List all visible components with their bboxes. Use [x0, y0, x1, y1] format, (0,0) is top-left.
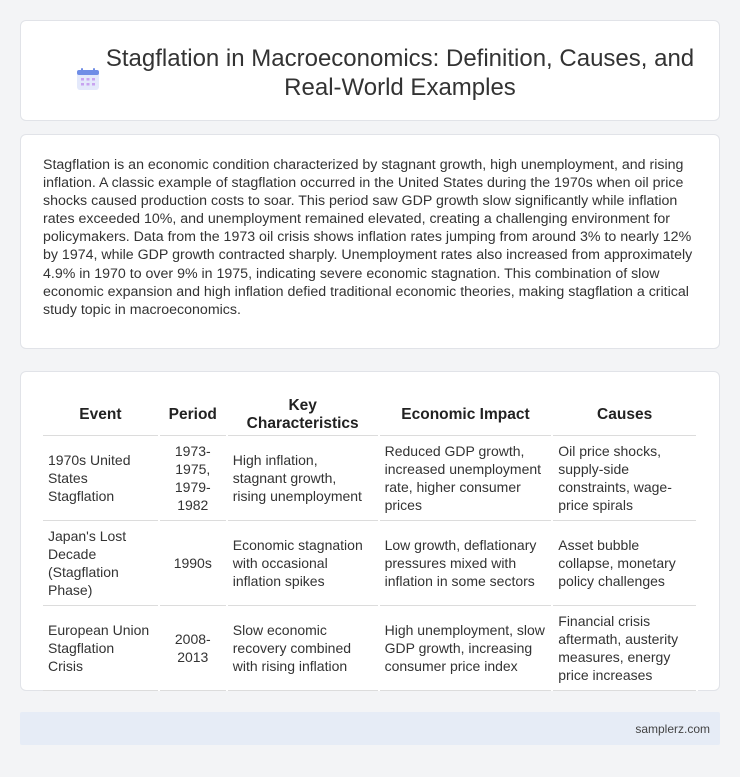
footer-bar: [20, 712, 720, 745]
cell-causes: Financial crisis aftermath, austerity measures, energy price increases: [552, 606, 697, 691]
header-period: Period: [159, 394, 227, 436]
cell-economic-impact: Reduced GDP growth, increased unemployment rate, higher consumer prices: [379, 436, 553, 521]
intro-paragraph: Stagflation is an economic condition characterized by stagnant growth, high unemployment, and rising inflation. A classic example of stagflation occurred in the United States during the 1970s when oil price shocks caused production costs to soar. This period saw GDP growth slow significantly while inflation rates exceeded 10%, and unemployment remained elevated, creating a challenging environment for policymakers. Data from the 1973 oil crisis shows inflation rates jumping from around 3% to nearly 12% by 1974, while GDP growth contracted sharply. Unemployment rates also increased from approximately 4.9% in 1970 to over 9% in 1975, indicating severe economic stagnation. This combination of slow economic expansion and high inflation defied traditional economic theories, making stagflation a critical study topic in macroeconomics.: [43, 157, 693, 318]
page-title: Stagflation in Macroeconomics: Definition, Causes, and Real-World Examples: [105, 45, 695, 101]
cell-period: 1990s: [159, 521, 227, 606]
header-key-characteristics: Key Characteristics: [227, 394, 379, 436]
table-header-row: [43, 394, 697, 436]
cell-period: 1973-1975, 1979-1982: [159, 436, 227, 521]
header-event: Event: [43, 394, 159, 436]
table-row: [43, 606, 697, 691]
cell-causes: Oil price shocks, supply-side constraints, wage-price spirals: [552, 436, 697, 521]
table-card: [20, 371, 720, 691]
cell-event: 1970s United States Stagflation: [43, 436, 159, 521]
calendar-icon: [76, 67, 100, 91]
cell-key-characteristics: Slow economic recovery combined with rising inflation: [227, 606, 379, 691]
cell-event: Japan's Lost Decade (Stagflation Phase): [43, 521, 159, 606]
stagflation-table: [43, 394, 698, 691]
cell-key-characteristics: Economic stagnation with occasional inflation spikes: [227, 521, 379, 606]
cell-event: European Union Stagflation Crisis: [43, 606, 159, 691]
cell-economic-impact: Low growth, deflationary pressures mixed with inflation in some sectors: [379, 521, 553, 606]
cell-economic-impact: High unemployment, slow GDP growth, increasing consumer price index: [379, 606, 553, 691]
table-row: [43, 436, 697, 521]
cell-causes: Asset bubble collapse, monetary policy challenges: [552, 521, 697, 606]
intro-card: [20, 134, 720, 349]
cell-period: 2008-2013: [159, 606, 227, 691]
table-row: [43, 521, 697, 606]
cell-key-characteristics: High inflation, stagnant growth, rising unemployment: [227, 436, 379, 521]
header-economic-impact: Economic Impact: [379, 394, 553, 436]
header-causes: Causes: [552, 394, 697, 436]
title-card: [20, 20, 720, 121]
footer-site-link[interactable]: samplerz.com: [635, 722, 710, 736]
